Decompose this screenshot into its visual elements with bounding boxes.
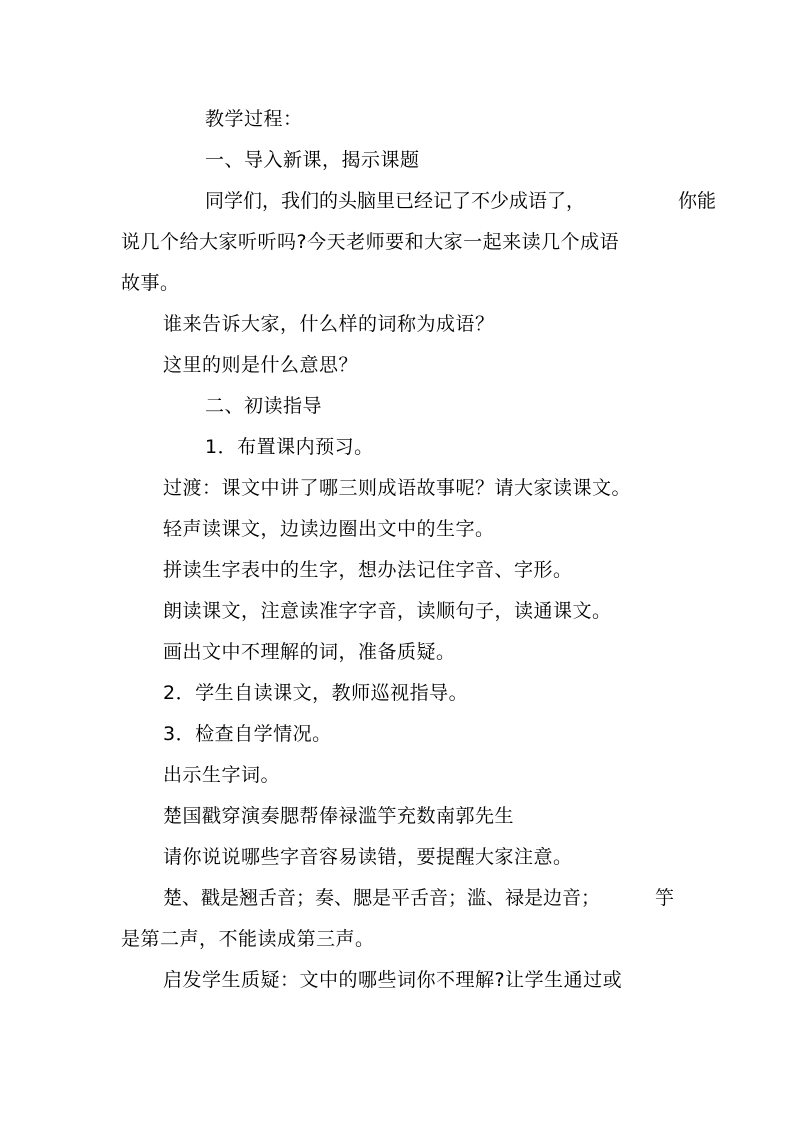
question-meaning-of-ze: 这里的则是什么意思？ bbox=[163, 354, 359, 376]
paragraph-intro-line-3: 故事。 bbox=[121, 272, 180, 294]
pronunciation-notes-line-1-text: 楚、戳是翘舌音；奏、腮是平舌音；滥、禄是边音； bbox=[163, 887, 601, 909]
step-1-preview: 1．布置课内预习。 bbox=[205, 436, 374, 458]
step-2-self-reading: 2．学生自读课文，教师巡视指导。 bbox=[163, 682, 469, 704]
task-read-softly: 轻声读课文，边读边圈出文中的生字。 bbox=[163, 518, 495, 540]
task-read-aloud: 朗读课文，注意读准字字音，读顺句子，读通课文。 bbox=[163, 600, 612, 622]
step-3-check: 3．检查自学情况。 bbox=[163, 723, 332, 745]
question-what-is-idiom: 谁来告诉大家，什么样的词称为成语？ bbox=[163, 313, 495, 335]
transition-text: 过渡：课文中讲了哪三则成语故事呢？请大家读课文。 bbox=[163, 477, 632, 499]
pronunciation-notes-line-2: 是第二声，不能读成第三声。 bbox=[121, 928, 375, 950]
inspire-questions-line: 启发学生质疑：文中的哪些词你不理解?让学生通过或 bbox=[163, 969, 623, 991]
section-title-first-reading: 二、初读指导 bbox=[205, 395, 323, 417]
paragraph-intro-line-1 bbox=[205, 189, 716, 213]
task-mark-unclear-words: 画出文中不理解的词，准备质疑。 bbox=[163, 641, 456, 663]
pronunciation-notes-line-1-end: 竽 bbox=[654, 887, 674, 909]
paragraph-intro-line-1-end: 你能 bbox=[677, 190, 716, 212]
section-title-intro: 一、导入新课，揭示课题 bbox=[205, 149, 420, 171]
pronunciation-notes-line-1 bbox=[163, 886, 674, 910]
paragraph-intro-line-1-text: 同学们，我们的头脑里已经记了不少成语了， bbox=[205, 190, 586, 212]
task-spell-characters: 拼读生字表中的生字，想办法记住字音、字形。 bbox=[163, 559, 573, 581]
heading-teaching-process: 教学过程： bbox=[205, 108, 303, 130]
paragraph-intro-line-2: 说几个给大家听听吗?今天老师要和大家一起来读几个成语 bbox=[121, 231, 620, 253]
pronunciation-prompt: 请你说说哪些字音容易读错，要提醒大家注意。 bbox=[163, 846, 573, 868]
show-new-words: 出示生字词。 bbox=[163, 764, 281, 786]
word-list: 楚国戳穿演奏腮帮俸禄滥竽充数南郭先生 bbox=[163, 805, 515, 827]
